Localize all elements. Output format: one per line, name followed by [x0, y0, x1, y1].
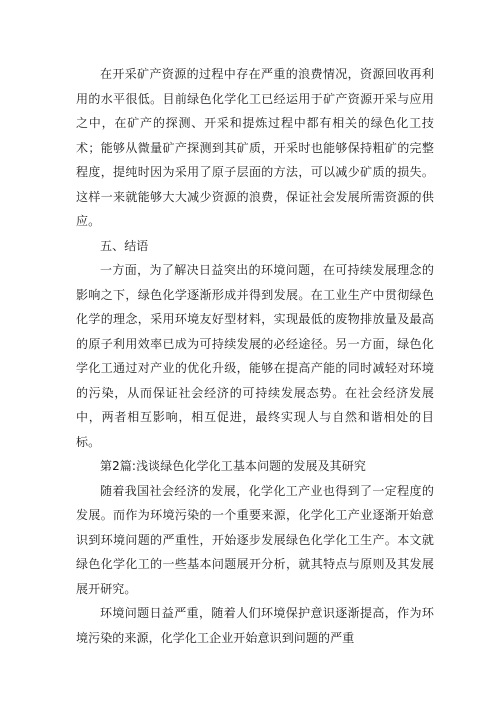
paragraph-conclusion: 一方面，为了解决日益突出的环境问题，在可持续发展理念的影响之下，绿色化学逐渐形成并得到发展。在工业生产中贯彻绿色化学的理念，采用环境友好型材料，实现最低的废物排放量及最高的原子利用效率已成为可持续发展的必经途径。另一方面，绿色化学化工通过对产业的优化升级，能够在提高产能的同时减轻对环境的污染，从而保证社会经济的可持续发展态势。在社会经济发展中，两者相互影响，相互促进，最终实现人与自然和谐相处的目标。 [76, 263, 434, 449]
section-heading-conclusion: 五、结语 [100, 238, 149, 253]
article-title: 第2篇:浅谈绿色化学化工基本问题的发展及其研究 [100, 459, 366, 473]
paragraph-mineral-resources: 在开采矿产资源的过程中存在严重的浪费情况，资源回收再利用的水平很低。目前绿色化学化工已经运用于矿产资源开采与应用之中，在矿产的探测、开采和提炼过程中都有相关的绿色化工技术；能够从微量矿产探测到其矿质，开采时也能够保持粗矿的完整程度，提纯时因为采用了原子层面的方法，可以减少矿质的损失。这样一来就能够大大减少资源的浪费，保证社会发展所需资源的供应。 [76, 67, 434, 228]
paragraph-environment: 环境问题日益严重，随着人们环境保护意识逐渐提高，作为环境污染的来源，化学化工企业开始意识到问题的严重 [76, 606, 434, 645]
paragraph-introduction: 随着我国社会经济的发展，化学化工产业也得到了一定程度的发展。而作为环境污染的一个重要来源，化学化工产业逐渐开始意识到环境问题的严重性，开始逐步发展绿色化学化工生产。本文就绿色化学化工的一些基本问题展开分析，就其特点与原则及其发展展开研究。 [76, 483, 434, 596]
document-body [76, 62, 434, 650]
